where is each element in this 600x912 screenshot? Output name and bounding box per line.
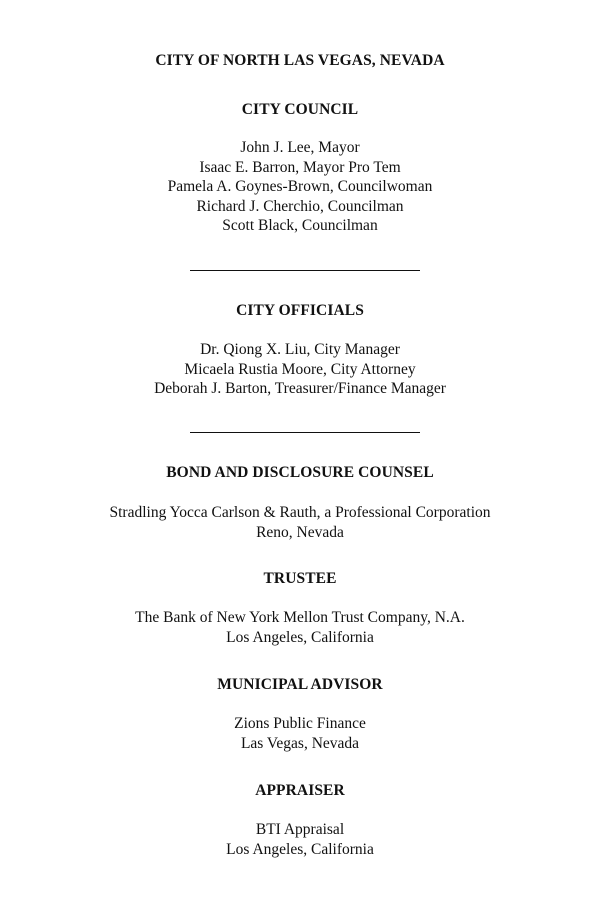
officials-title: CITY OFFICIALS (236, 302, 364, 319)
official-member: Dr. Qiong X. Liu, City Manager (200, 341, 400, 358)
council-member: Richard J. Cherchio, Councilman (196, 197, 404, 215)
officials-members (0, 340, 600, 399)
bond-counsel-details (0, 503, 600, 542)
trustee-line: The Bank of New York Mellon Trust Company, N.A. (135, 609, 465, 626)
municipal-advisor-line: Las Vegas, Nevada (240, 734, 360, 752)
bond-counsel-title: BOND AND DISCLOSURE COUNSEL (166, 464, 434, 481)
council-title: CITY COUNCIL (241, 101, 359, 118)
document-heading: CITY OF NORTH LAS VEGAS, NEVADA (155, 52, 445, 69)
council-member: Isaac E. Barron, Mayor Pro Tem (199, 158, 401, 176)
appraiser-details (0, 820, 600, 859)
municipal-advisor-title: MUNICIPAL ADVISOR (217, 676, 383, 693)
appraiser-line: BTI Appraisal (255, 821, 345, 838)
municipal-advisor-details (0, 714, 600, 753)
bond-counsel-line: Reno, Nevada (256, 523, 344, 541)
trustee-title: TRUSTEE (263, 570, 337, 587)
bond-counsel-line: Stradling Yocca Carlson & Rauth, a Professional Corporation (109, 504, 491, 521)
section-divider (190, 270, 420, 271)
council-member: Pamela A. Goynes-Brown, Councilwoman (167, 178, 433, 195)
official-member: Deborah J. Barton, Treasurer/Finance Manager (154, 380, 446, 397)
municipal-advisor-line: Zions Public Finance (234, 715, 366, 732)
trustee-line: Los Angeles, California (226, 628, 374, 646)
appraiser-line: Los Angeles, California (226, 840, 374, 858)
section-divider (190, 432, 420, 433)
trustee-details (0, 608, 600, 647)
official-member: Micaela Rustia Moore, City Attorney (184, 360, 416, 378)
appraiser-title: APPRAISER (255, 782, 345, 799)
council-member: Scott Black, Councilman (222, 217, 378, 234)
council-members (0, 138, 600, 236)
council-member: John J. Lee, Mayor (240, 139, 360, 156)
